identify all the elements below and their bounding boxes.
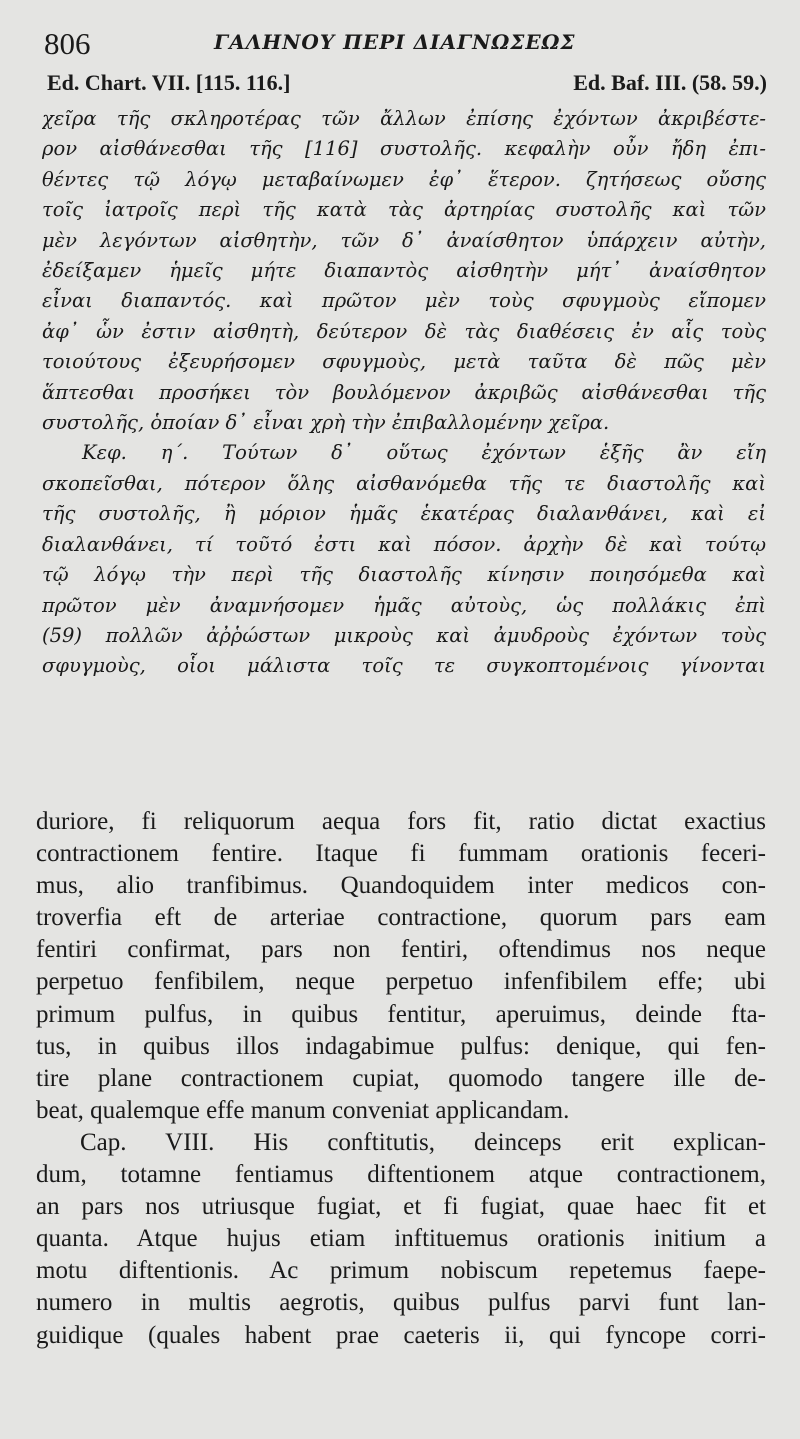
greek-line: τῷ λόγῳ τὴν περὶ τῆς διαστολῆς κίνησιν ποιησόμεθα καὶ [42,563,766,587]
edition-reference-line [47,70,767,102]
page-number: 806 [44,26,91,61]
greek-line: ἐδείξαμεν ἡμεῖς μήτε διαπαντὸς αἰσθητὴν μήτ᾽ ἀναίσθητον [42,259,766,283]
latin-text-block [36,806,766,1352]
page-header [44,26,764,66]
greek-line: συστολῆς, ὁποίαν δ᾽ εἶναι χρὴ τὴν ἐπιβαλλομένην χεῖρα. [42,411,610,435]
latin-line: tire plane contractionem cupiat, quomodo tangere ille de- [36,1064,766,1092]
latin-line: perpetuo fenfibilem, neque perpetuo infenfibilem effe; ubi [36,968,766,996]
greek-line: ρον αἰσθάνεσθαι τῆς [116] συστολῆς. κεφαλὴν οὖν ἤδη ἐπι- [42,137,766,161]
greek-line: θέντες τῷ λόγῳ μεταβαίνωμεν ἐφ᾽ ἕτερον. ζητήσεως οὔσης [42,167,766,191]
greek-line: εἶναι διαπαντός. καὶ πρῶτον μὲν τοὺς σφυγμοὺς εἴπομεν [42,289,766,313]
latin-line: primum pulfus, in quibus fentitur, aperuimus, deinde fta- [36,1000,766,1028]
greek-line: χεῖρα τῆς σκληροτέρας τῶν ἄλλων ἐπίσης ἐχόντων ἀκριβέστε- [42,107,766,130]
latin-line: guidique (quales habent prae caeteris ii, qui fyncope corri- [36,1321,766,1349]
greek-line: πρῶτον μὲν ἀναμνήσομεν ἡμᾶς αὐτοὺς, ὡς πολλάκις ἐπὶ [42,593,766,617]
greek-line: ἅπτεσθαι προσήκει τὸν βουλόμενον ἀκριβῶς αἰσθάνεσθαι τῆς [42,380,766,404]
greek-text-block [42,104,766,682]
latin-line: duriore, fi reliquorum aequa fors fit, ratio dictat exactius [36,808,766,835]
latin-line: dum, totamne fentiamus diftentionem atque contractionem, [36,1161,766,1189]
latin-line: an pars nos utriusque fugiat, et fi fugiat, quae haec fit et [36,1193,766,1221]
edition-chartier-reference: Ed. Chart. VII. [115. 116.] [47,70,291,95]
greek-line: (59) πολλῶν ἀῤῥώστων μικροὺς καὶ ἀμυδροὺς ἐχόντων τοὺς [42,623,766,647]
greek-line: τῆς συστολῆς, ἢ μόριον ἡμᾶς ἑκατέρας διαλανθάνει, καὶ εἰ [42,502,766,526]
latin-line: fentiri confirmat, pars non fentiri, oftendimus nos neque [36,936,766,964]
latin-line: mus, alio tranfibimus. Quandoquidem inter medicos con- [36,872,766,900]
greek-line: σκοπεῖσθαι, πότερον ὅλης αἰσθανόμεθα τῆς τε διαστολῆς καὶ [42,471,766,495]
latin-line: beat, qualemque effe manum conveniat applicandam. [36,1096,570,1124]
latin-line: motu diftentionis. Ac primum nobiscum repetemus faepe- [36,1257,766,1285]
latin-line: contractionem fentire. Itaque fi fummam orationis feceri- [36,840,766,868]
latin-line: numero in multis aegrotis, quibus pulfus parvi funt lan- [36,1289,766,1317]
greek-line: σφυγμοὺς, οἷοι μάλιστα τοῖς τε συγκοπτομένοις γίνονται [42,654,766,678]
latin-line: tus, in quibus illos indagabimue pulfus: denique, qui fen- [36,1032,766,1060]
latin-line: quanta. Atque hujus etiam inftituemus orationis initium a [36,1225,766,1253]
latin-line: troverfia eft de arteriae contractione, quorum pars eam [36,904,766,932]
greek-line: διαλανθάνει, τί τοῦτό ἐστι καὶ πόσον. ἀρχὴν δὲ καὶ τούτῳ [42,532,766,556]
edition-basel-reference: Ed. Baf. III. (58. 59.) [573,70,767,95]
greek-line: ἀφ᾽ ὧν ἐστιν αἰσθητὴ, δεύτερον δὲ τὰς διαθέσεις ἐν αἷς τοὺς [42,319,766,343]
greek-chapter-heading-line: Κεφ. η΄. Τούτων δ᾽ οὕτως ἐχόντων ἑξῆς ἂν εἴη [82,441,766,465]
greek-line: μὲν λεγόντων αἰσθητὴν, τῶν δ᾽ ἀναίσθητον ὑπάρχειν αὐτὴν, [42,228,766,252]
latin-chapter-heading-line: Cap. VIII. His conftitutis, deinceps erit explican- [80,1128,766,1156]
greek-line: τοιούτους ἐξευρήσομεν σφυγμοὺς, μετὰ ταῦτα δὲ πῶς μὲν [42,350,766,374]
greek-line: τοῖς ἰατροῖς περὶ τῆς κατὰ τὰς ἀρτηρίας συστολῆς καὶ τῶν [42,198,766,222]
running-title: ΓΑΛΗΝΟΥ ΠΕΡΙ ΔΙΑΓΝΩΣΕΩΣ [214,30,576,54]
